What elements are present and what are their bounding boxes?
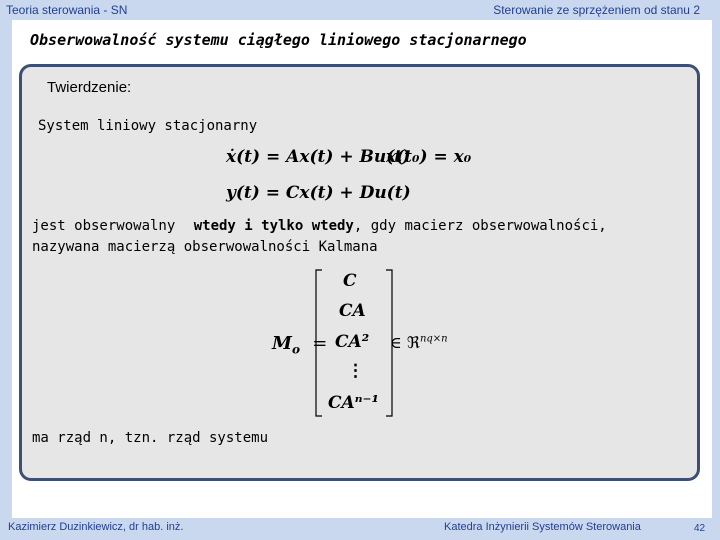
- output-equation: y(t) = Cx(t) + Du(t): [226, 183, 411, 203]
- matrix-row-1: C: [343, 271, 357, 291]
- header-lecture-title: Sterowanie ze sprzężeniem od stanu 2: [493, 3, 700, 17]
- matrix-label: $M_o$ =: [272, 333, 328, 357]
- header-course-title: Teoria sterowania - SN: [6, 3, 128, 17]
- page-number: 42: [694, 523, 706, 534]
- condition-emphasis: wtedy i tylko wtedy: [193, 218, 354, 234]
- footer-department: Katedra Inżynierii Systemów Sterowania: [444, 521, 641, 533]
- condition-suffix: , gdy macierz obserwowalności,: [353, 218, 607, 234]
- condition-prefix: jest obserwowalny: [32, 218, 184, 234]
- condition-text: [32, 218, 607, 234]
- matrix-row-4: ⋮: [347, 361, 364, 381]
- slide-title: Obserwowalność systemu ciągłego liniowego stacjonarnego: [30, 31, 527, 49]
- matrix-row-2: CA: [339, 301, 366, 321]
- theorem-heading: Twierdzenie:: [47, 79, 132, 96]
- state-equation: ẋ(t) = Ax(t) + Bu(t): [226, 147, 411, 167]
- condition-line2: nazywana macierzą obserwowalności Kalmana: [32, 239, 378, 255]
- initial-condition: x(t₀) = x₀: [386, 147, 472, 167]
- matrix-row-3: CA²: [335, 332, 370, 352]
- theorem-intro: System liniowy stacjonarny: [38, 118, 258, 134]
- matrix-set: ∈ ℜ$^{nq\times n}$: [390, 333, 448, 352]
- theorem-conclusion: ma rząd n, tzn. rząd systemu: [32, 430, 269, 446]
- footer-author: Kazimierz Duzinkiewicz, dr hab. inż.: [8, 521, 184, 533]
- matrix-row-5: CAⁿ⁻¹: [328, 393, 379, 413]
